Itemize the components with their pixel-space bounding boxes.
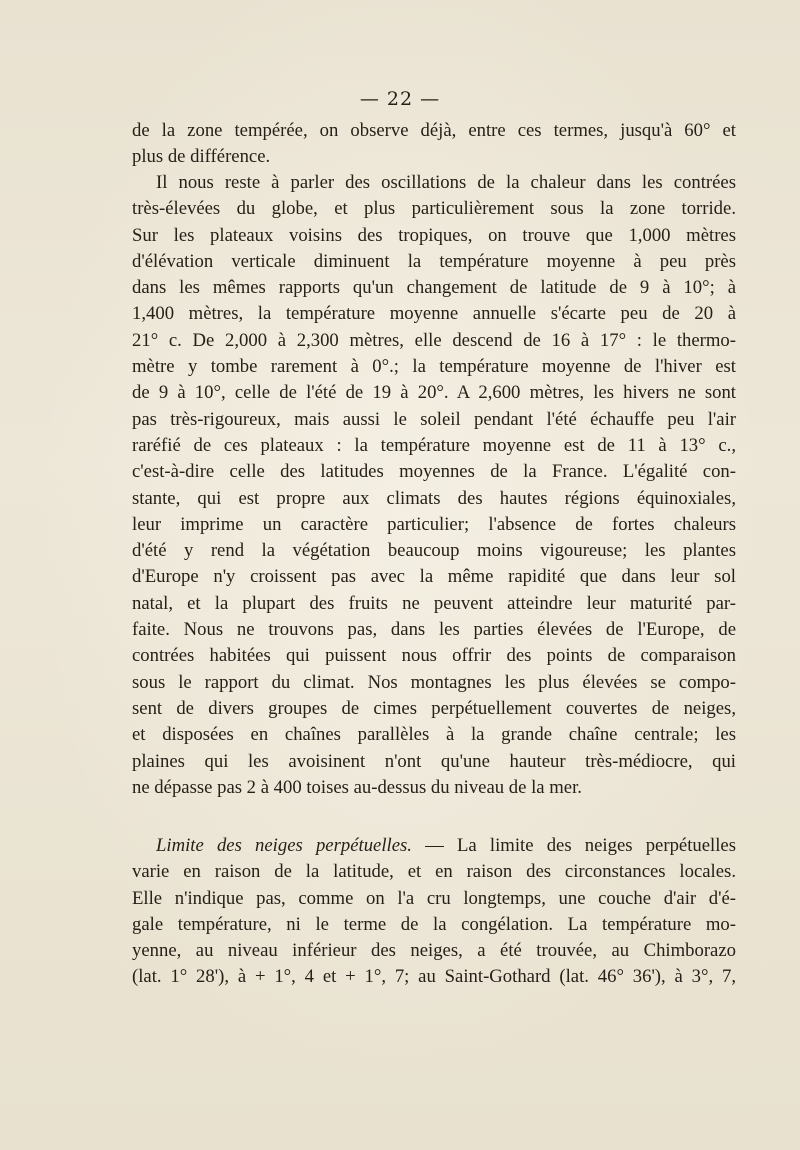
text-line: c'est-à-dire celle des latitudes moyennes de la France. L'égalité con- bbox=[132, 461, 736, 483]
text-line: mètre y tombe rarement à 0°.; la température moyenne de l'hiver est bbox=[132, 356, 736, 378]
text-line: (lat. 1° 28'), à + 1°, 4 et + 1°, 7; au Saint-Gothard (lat. 46° 36'), à 3°, 7, bbox=[132, 966, 736, 988]
text-line: plaines qui les avoisinent n'ont qu'une hauteur très-médiocre, qui bbox=[132, 750, 736, 772]
text-line: contrées habitées qui puissent nous offrir des points de comparaison bbox=[132, 645, 736, 667]
text-line: très-élevées du globe, et plus particulièrement sous la zone torride. bbox=[132, 198, 736, 220]
text-line: et disposées en chaînes parallèles à la grande chaîne centrale; les bbox=[132, 724, 736, 746]
text-line: dans les mêmes rapports qu'un changement de latitude de 9 à 10°; à bbox=[132, 277, 736, 299]
text-line: Il nous reste à parler des oscillations de la chaleur dans les contrées bbox=[156, 172, 736, 193]
text-line: sous le rapport du climat. Nos montagnes les plus élevées se compo- bbox=[132, 671, 736, 693]
text-line: 1,400 mètres, la température moyenne annuelle s'écarte peu de 20 à bbox=[132, 303, 736, 325]
section-heading: Limite des neiges perpétuelles. bbox=[156, 835, 412, 856]
text-line: de la zone tempérée, on observe déjà, entre ces termes, jusqu'à 60° et bbox=[132, 120, 736, 141]
page-number: — 22 — bbox=[359, 88, 441, 110]
paragraph-1 bbox=[132, 118, 736, 171]
text-line: plus de différence. bbox=[132, 146, 271, 168]
text-line: de 9 à 10°, celle de l'été de 19 à 20°. A 2,600 mètres, les hivers ne sont bbox=[132, 382, 736, 404]
text-line: Sur les plateaux voisins des tropiques, on trouve que 1,000 mètres bbox=[132, 224, 736, 246]
text-line: d'été y rend la végétation beaucoup moins vigoureuse; les plantes bbox=[132, 540, 736, 562]
text-line: gale température, ni le terme de la congélation. La température mo- bbox=[132, 913, 736, 935]
text-line: pas très-rigoureux, mais aussi le soleil pendant l'été échauffe peu l'air bbox=[132, 408, 736, 430]
text-line: d'Europe n'y croissent pas avec la même rapidité que dans leur sol bbox=[132, 566, 736, 588]
text-line: leur imprime un caractère particulier; l'absence de fortes chaleurs bbox=[132, 513, 736, 535]
paragraph-3 bbox=[132, 833, 736, 991]
text-line: sent de divers groupes de cimes perpétuellement couvertes de neiges, bbox=[132, 697, 736, 719]
text-line: 21° c. De 2,000 à 2,300 mètres, elle descend de 16 à 17° : le thermo- bbox=[132, 329, 736, 351]
text-line: varie en raison de la latitude, et en raison des circonstances locales. bbox=[132, 861, 736, 883]
text-line: yenne, au niveau inférieur des neiges, a été trouvée, au Chimborazo bbox=[132, 940, 736, 962]
text-line: faite. Nous ne trouvons pas, dans les parties élevées de l'Europe, de bbox=[132, 619, 736, 641]
text-line: natal, et la plupart des fruits ne peuvent atteindre leur maturité par- bbox=[132, 592, 736, 614]
text-line: Elle n'indique pas, comme on l'a cru longtemps, une couche d'air d'é- bbox=[132, 887, 736, 909]
text-line: raréfié de ces plateaux : la température moyenne est de 11 à 13° c., bbox=[132, 434, 736, 456]
text-line: d'élévation verticale diminuent la température moyenne à peu près bbox=[132, 250, 736, 272]
paragraph-2 bbox=[132, 170, 736, 801]
text-line: stante, qui est propre aux climats des hautes régions équinoxiales, bbox=[132, 487, 736, 509]
text-line bbox=[132, 833, 736, 859]
text-line: ne dépasse pas 2 à 400 toises au-dessus du niveau de la mer. bbox=[132, 776, 582, 798]
heading-line-rest: — La limite des neiges perpétuelles bbox=[411, 835, 736, 856]
